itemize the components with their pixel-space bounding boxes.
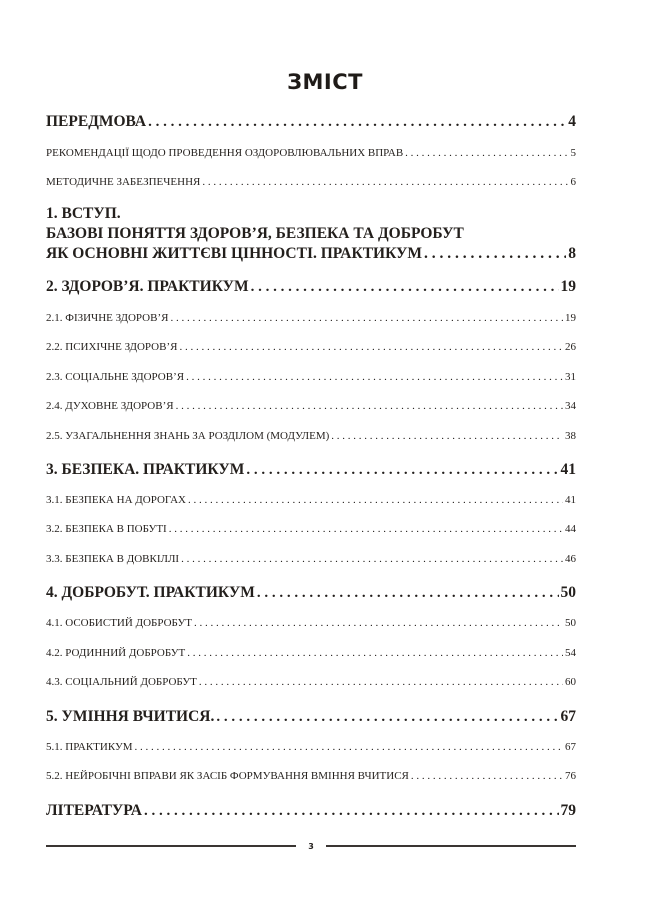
dot-leader bbox=[199, 676, 563, 688]
toc-page-number: 6 bbox=[570, 176, 576, 188]
page-number: 3 bbox=[308, 841, 314, 851]
toc-item[interactable] bbox=[46, 523, 576, 535]
toc-page-number: 54 bbox=[565, 647, 576, 659]
toc-item[interactable] bbox=[46, 553, 576, 565]
toc-label: 4.3. СОЦІАЛЬНИЙ ДОБРОБУТ bbox=[46, 676, 197, 688]
toc-section-safety[interactable] bbox=[46, 461, 576, 479]
dot-leader bbox=[148, 114, 566, 131]
toc-label: 2.2. ПСИХІЧНЕ ЗДОРОВ’Я bbox=[46, 341, 178, 353]
dot-leader bbox=[194, 617, 563, 629]
toc-page-number: 19 bbox=[565, 312, 576, 324]
toc-page-number: 76 bbox=[565, 770, 576, 782]
toc-section-wellbeing[interactable] bbox=[46, 584, 576, 602]
toc-label: 2.4. ДУХОВНЕ ЗДОРОВ’Я bbox=[46, 400, 174, 412]
toc-label: 4. ДОБРОБУТ. ПРАКТИКУМ bbox=[46, 584, 255, 601]
toc-page-number: 50 bbox=[565, 617, 576, 629]
toc-entry-literature[interactable] bbox=[46, 802, 576, 820]
toc-item[interactable] bbox=[46, 400, 576, 412]
toc-label: МЕТОДИЧНЕ ЗАБЕЗПЕЧЕННЯ bbox=[46, 176, 201, 188]
toc-page-number: 31 bbox=[565, 371, 576, 383]
toc-page-number: 41 bbox=[565, 494, 576, 506]
dot-leader bbox=[169, 523, 563, 535]
toc-section-learning[interactable] bbox=[46, 708, 576, 726]
toc-item[interactable] bbox=[46, 741, 576, 753]
toc-label: 4.1. ОСОБИСТИЙ ДОБРОБУТ bbox=[46, 617, 192, 629]
toc-section-health[interactable] bbox=[46, 278, 576, 296]
toc-page-number: 67 bbox=[565, 741, 576, 753]
toc-item[interactable] bbox=[46, 770, 576, 782]
dot-leader bbox=[188, 494, 563, 506]
toc-item[interactable] bbox=[46, 371, 576, 383]
toc-item[interactable] bbox=[46, 676, 576, 688]
toc-label: 3. БЕЗПЕКА. ПРАКТИКУМ bbox=[46, 461, 245, 478]
toc-label: 5.2. НЕЙРОБІЧНІ ВПРАВИ ЯК ЗАСІБ ФОРМУВАННЯ ВМІННЯ ВЧИТИСЯ bbox=[46, 770, 409, 782]
toc-label: ЛІТЕРАТУРА bbox=[46, 802, 142, 819]
footer-rule-left bbox=[46, 845, 296, 847]
toc-page-number: 5 bbox=[570, 147, 576, 159]
toc-label: 2.1. ФІЗИЧНЕ ЗДОРОВ’Я bbox=[46, 312, 169, 324]
toc-page-number: 34 bbox=[565, 400, 576, 412]
toc-label: 2. ЗДОРОВ’Я. ПРАКТИКУМ bbox=[46, 278, 249, 295]
dot-leader bbox=[187, 647, 563, 659]
dot-leader bbox=[257, 585, 559, 602]
dot-leader bbox=[424, 244, 566, 264]
toc-entry-methodical[interactable] bbox=[46, 176, 576, 188]
toc-page-number: 60 bbox=[565, 676, 576, 688]
toc-page-number: 50 bbox=[560, 584, 576, 601]
toc-item[interactable] bbox=[46, 312, 576, 324]
page-title: ЗМІСТ bbox=[287, 70, 363, 94]
toc-item[interactable] bbox=[46, 430, 576, 442]
toc-page-number: 79 bbox=[560, 802, 576, 819]
dot-leader bbox=[135, 741, 563, 753]
toc-label: 5.1. ПРАКТИКУМ bbox=[46, 741, 133, 753]
toc-page-number: 38 bbox=[565, 430, 576, 442]
toc-entry-intro[interactable] bbox=[46, 204, 576, 264]
footer-rule-right bbox=[326, 845, 576, 847]
dot-leader bbox=[331, 430, 563, 442]
dot-leader bbox=[181, 553, 563, 565]
dot-leader bbox=[251, 279, 559, 296]
toc-page-number: 67 bbox=[560, 708, 576, 725]
dot-leader bbox=[202, 176, 568, 188]
toc-page-number: 44 bbox=[565, 523, 576, 535]
toc-label: ЯК ОСНОВНІ ЖИТТЄВІ ЦІННОСТІ. ПРАКТИКУМ bbox=[46, 245, 423, 262]
toc-item[interactable] bbox=[46, 647, 576, 659]
toc-label: 3.3. БЕЗПЕКА В ДОВКІЛЛІ bbox=[46, 553, 180, 565]
toc-item[interactable] bbox=[46, 494, 576, 506]
toc-label: 4.2. РОДИННИЙ ДОБРОБУТ bbox=[46, 647, 186, 659]
toc-label: 5. УМІННЯ ВЧИТИСЯ. bbox=[46, 708, 215, 725]
dot-leader bbox=[405, 147, 568, 159]
toc-label-last-line bbox=[46, 244, 576, 264]
toc-label: 3.2. БЕЗПЕКА В ПОБУТІ bbox=[46, 523, 167, 535]
toc-label-line: 1. ВСТУП. bbox=[46, 205, 121, 222]
toc-label: РЕКОМЕНДАЦІЇ ЩОДО ПРОВЕДЕННЯ ОЗДОРОВЛЮВАЛЬНИХ ВПРАВ bbox=[46, 147, 404, 159]
dot-leader bbox=[176, 400, 563, 412]
toc-item[interactable] bbox=[46, 617, 576, 629]
toc-label: 2.5. УЗАГАЛЬНЕННЯ ЗНАНЬ ЗА РОЗДІЛОМ (МОДУЛЕМ) bbox=[46, 430, 330, 442]
toc-item[interactable] bbox=[46, 341, 576, 353]
toc-entry-preface[interactable] bbox=[46, 113, 576, 131]
dot-leader bbox=[179, 341, 563, 353]
toc-page-number: 4 bbox=[568, 113, 576, 130]
toc-label-line: БАЗОВІ ПОНЯТТЯ ЗДОРОВ’Я, БЕЗПЕКА ТА ДОБРОБУТ bbox=[46, 225, 464, 242]
toc-label: 3.1. БЕЗПЕКА НА ДОРОГАХ bbox=[46, 494, 186, 506]
dot-leader bbox=[246, 462, 558, 479]
toc-label: ПЕРЕДМОВА bbox=[46, 113, 147, 130]
dot-leader bbox=[170, 312, 563, 324]
toc-entry-recommendations[interactable] bbox=[46, 147, 576, 159]
toc-page-number: 8 bbox=[568, 245, 576, 262]
toc-page-number: 41 bbox=[560, 461, 576, 478]
dot-leader bbox=[144, 803, 559, 820]
page-footer bbox=[46, 838, 576, 854]
dot-leader bbox=[186, 371, 563, 383]
toc-page-number: 19 bbox=[560, 278, 576, 295]
toc-label: 2.3. СОЦІАЛЬНЕ ЗДОРОВ’Я bbox=[46, 371, 185, 383]
toc-page-number: 46 bbox=[565, 553, 576, 565]
dot-leader bbox=[411, 770, 563, 782]
toc-page-number: 26 bbox=[565, 341, 576, 353]
dot-leader bbox=[216, 709, 558, 726]
